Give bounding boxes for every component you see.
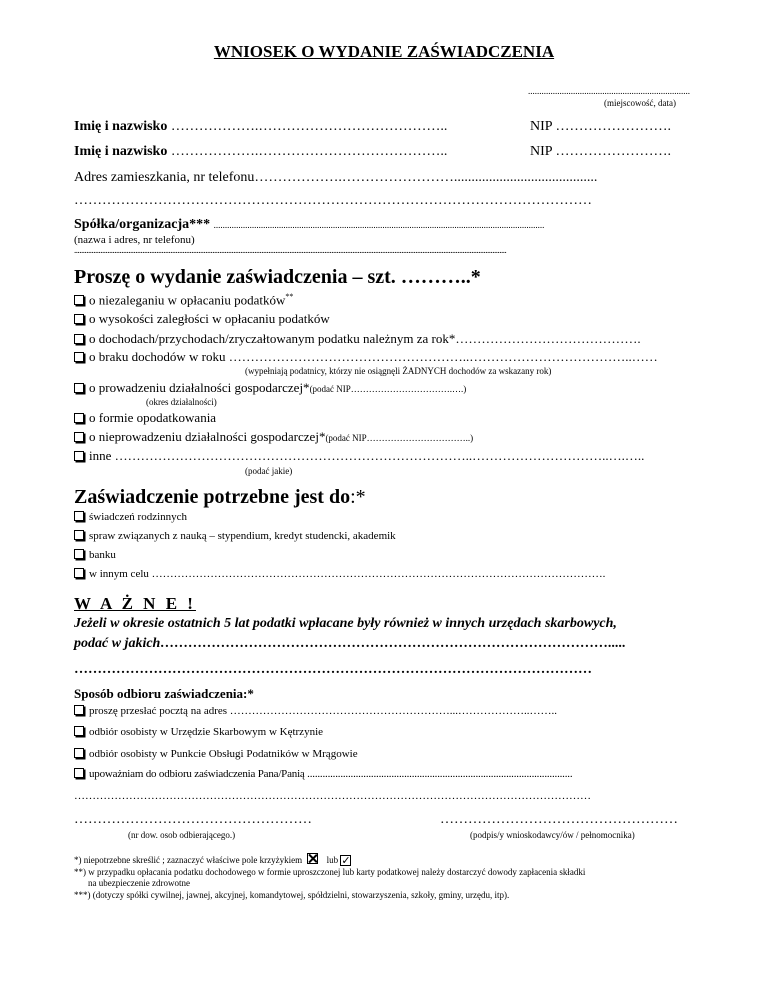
applicant-1-nip-field[interactable]: ……………………. (555, 119, 672, 134)
checkbox-icon[interactable] (74, 334, 84, 344)
request-note-other: (podać jakie) (245, 466, 293, 476)
pickup-heading: Sposób odbioru zaświadczenia:* (74, 686, 254, 701)
request-item-6[interactable]: o formie opodatkowania (74, 410, 216, 426)
footnote-2-line-1: **) w przypadku opłacania podatku dochodowego w formie uproszczonej lub karty podatkowej należy dostarczyć dowody zapłacenia składki (74, 867, 586, 877)
pickup-item-3[interactable]: odbiór osobisty w Punkcie Obsługi Podatników w Mrągowie (74, 748, 358, 760)
request-item-3[interactable]: o dochodach/przychodach/zryczałtowanym podatku należnym za rok*……………………………………. (74, 331, 641, 347)
request-item-8[interactable]: inne ………………………………………………………………………..…………………………..….….. (74, 448, 644, 464)
checkbox-icon[interactable] (74, 768, 84, 778)
address-field[interactable]: ……………….……………………......................................... (254, 170, 598, 185)
pickup-item-2[interactable]: odbiór osobisty w Urzędzie Skarbowym w Kętrzynie (74, 726, 323, 738)
request-note-income: (wypełniają podatnicy, którzy nie osiągnęli ŻADNYCH dochodów za wskazany rok) (245, 366, 552, 376)
applicant-1-label: Imię i nazwisko (74, 119, 168, 134)
checkbox-icon[interactable] (74, 705, 84, 715)
request-item-2[interactable]: o wysokości zaległości w opłacaniu podatków (74, 311, 330, 327)
company-caption: (nazwa i adres, nr telefonu) (74, 234, 195, 246)
signature-caption: (podpis/y wnioskodawcy/ów / pełnomocnika) (470, 830, 635, 840)
checkbox-icon[interactable] (74, 314, 84, 324)
applicant-1-nip-row (530, 119, 671, 135)
applicant-2-nip-row (530, 144, 671, 160)
company-label: Spółka/organizacja*** (74, 217, 211, 232)
important-line-3[interactable]: ………………………………………………………………………………………………… (74, 662, 592, 677)
important-line-2[interactable]: podać w jakich……………………………………………………………………………………..... (74, 636, 626, 651)
applicant-1-row (74, 119, 447, 135)
place-date-caption: (miejscowość, data) (604, 98, 676, 108)
footnote-3: ***) (dotyczy spółki cywilnej, jawnej, akcyjnej, komandytowej, spółdzielni, stowarzyszenia, szkoły, gminy, urzędu, itp). (74, 890, 510, 900)
pickup-item-1[interactable]: proszę przesłać pocztą na adres ……………………………………………………...………………..…….. (74, 705, 557, 717)
checkbox-icon[interactable] (74, 530, 84, 540)
checkbox-icon[interactable] (74, 568, 84, 578)
applicant-2-nip-field[interactable]: ……………………. (555, 144, 672, 159)
checkbox-crossed-icon (307, 853, 318, 864)
place-date-field[interactable]: ........................................................................ (528, 86, 690, 96)
applicant-1-name-field[interactable]: ……………….………………………………….. (170, 119, 448, 134)
purpose-heading: Zaświadczenie potrzebne jest do:* (74, 486, 366, 508)
request-item-1[interactable]: o niezaleganiu w opłacaniu podatków** (74, 292, 293, 308)
company-field-line2[interactable]: ....................................................................................................................................................................................................................................................... (74, 245, 507, 255)
request-heading: Proszę o wydanie zaświadczenia – szt. ………..* (74, 266, 481, 288)
footnote-2-line-2: na ubezpieczenie zdrowotne (88, 878, 190, 888)
checkbox-icon[interactable] (74, 432, 84, 442)
checkbox-icon[interactable] (74, 549, 84, 559)
checkbox-icon[interactable] (74, 295, 84, 305)
checkbox-icon[interactable] (74, 726, 84, 736)
receiver-id-caption: (nr dow. osob odbierającego.) (128, 830, 236, 840)
request-item-5[interactable]: o prowadzeniu działalności gospodarczej*(podać NIP…………………………….….) (74, 380, 466, 396)
purpose-item-1[interactable]: świadczeń rodzinnych (74, 511, 187, 523)
address-label: Adres zamieszkania, nr telefonu (74, 170, 255, 185)
applicant-1-nip-label: NIP (530, 119, 553, 134)
checkbox-icon[interactable] (74, 748, 84, 758)
pickup-line-after[interactable]: …………………………………………………………………………………………………………………………… (74, 790, 591, 802)
important-heading: W A Ż N E ! (74, 594, 196, 613)
applicant-2-name-field[interactable]: ……………….………………………………….. (170, 144, 448, 159)
request-item-7[interactable]: o nieprowadzeniu działalności gospodarczej*(podać NIP……………………………..) (74, 429, 473, 445)
purpose-item-4[interactable]: w innym celu ……………………………………………………………………………………………………………. (74, 568, 605, 580)
request-note-activity: (okres działalności) (146, 397, 217, 407)
purpose-item-2[interactable]: spraw związanych z nauką – stypendium, kredyt studencki, akademik (74, 530, 396, 542)
receiver-id-field[interactable]: …………………………………………… (74, 812, 312, 827)
company-field[interactable]: ................................................................................................................................................... (213, 220, 545, 230)
checkbox-icon[interactable] (74, 413, 84, 423)
form-title: WNIOSEK O WYDANIE ZAŚWIADCZENIA (213, 42, 555, 61)
checkbox-icon[interactable] (74, 352, 84, 362)
address-field-line2[interactable]: ………………………………………………………………………………………………… (74, 193, 592, 208)
signature-field[interactable]: …………………………………………… (440, 812, 678, 827)
checkbox-icon[interactable] (74, 451, 84, 461)
company-row (74, 217, 544, 233)
pickup-item-4[interactable]: upoważniam do odbioru zaświadczenia Pana/Panią ........................................................................................................ (74, 768, 572, 780)
important-line-1: Jeżeli w okresie ostatnich 5 lat podatki wpłacane były również w innych urzędach skarbowych, (74, 616, 617, 631)
checkbox-icon[interactable] (74, 383, 84, 393)
checkbox-icon[interactable] (74, 511, 84, 521)
footnote-1: *) niepotrzebne skreślić ; zaznaczyć właściwe pole krzyżykiem lub ✓ (74, 854, 351, 867)
applicant-2-row (74, 144, 447, 160)
applicant-2-nip-label: NIP (530, 144, 553, 159)
purpose-item-3[interactable]: banku (74, 549, 116, 561)
checkbox-checked-icon: ✓ (341, 854, 351, 867)
request-item-4[interactable]: o braku dochodów w roku ………………………………………………..………………………………..…… (74, 349, 658, 365)
applicant-2-label: Imię i nazwisko (74, 144, 168, 159)
address-row (74, 170, 597, 186)
